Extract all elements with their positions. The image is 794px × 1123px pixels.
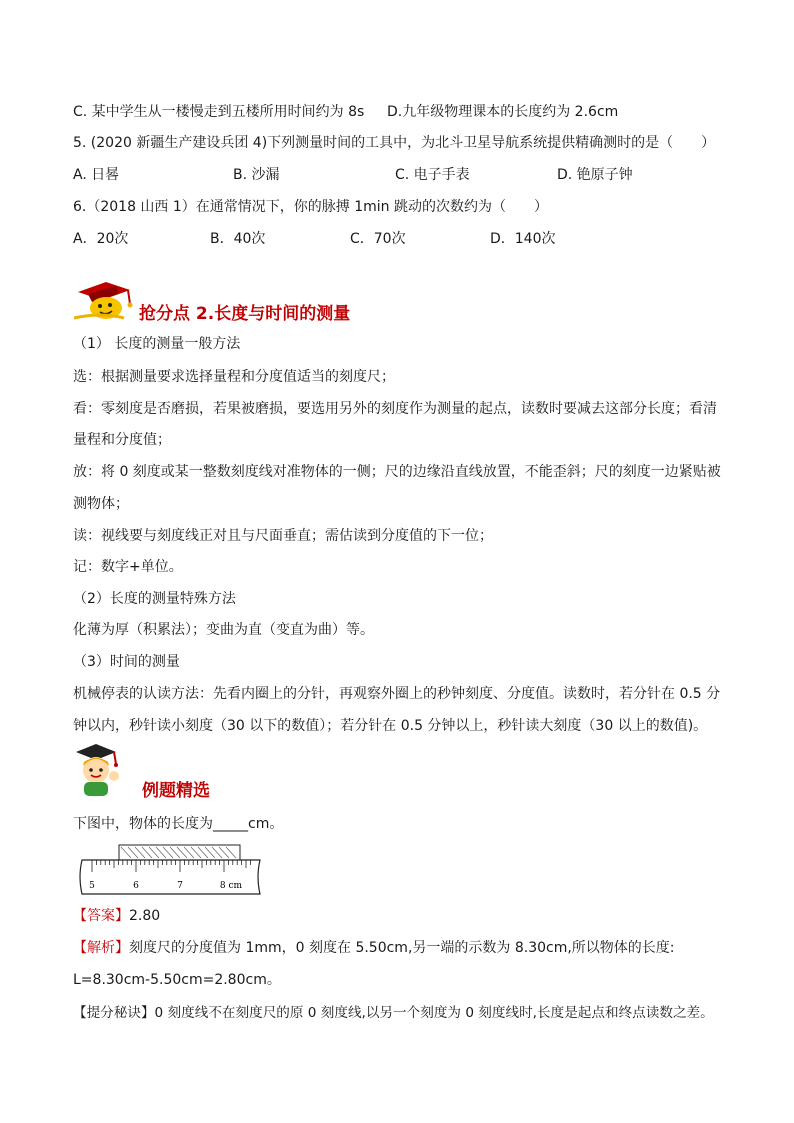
option-d-text: D.九年级物理课本的长度约为 2.6cm (387, 104, 619, 120)
section2-line-1: （1） 长度的测量一般方法 (73, 336, 241, 352)
ruler-figure (76, 842, 266, 898)
example-question: 下图中，物体的长度为_____cm。 (73, 816, 284, 832)
ruler-label-8cm: 8 cm (219, 881, 243, 891)
answer-line (73, 906, 160, 926)
student-mascot-icon (70, 742, 126, 798)
analysis-label: 【解析】 (73, 940, 129, 956)
question-6: 6.（2018 山西 1）在通常情况下，你的脉搏 1min 跳动的次数约为（ ） (73, 199, 549, 215)
graduation-mascot-icon (72, 278, 134, 322)
section2-line-9: （2）长度的测量特殊方法 (73, 591, 236, 607)
option-c-text: C. 某中学生从一楼慢走到五楼所用时间约为 8s (73, 104, 365, 120)
section2-line-10: 化薄为厚（积累法）；变曲为直（变直为曲）等。 (73, 622, 374, 638)
analysis-text: 刻度尺的分度值为 1mm，0 刻度在 5.50cm,另一端的示数为 8.30cm,所以物体的长度: (129, 940, 675, 956)
section2-line-8: 记：数字+单位。 (73, 559, 183, 575)
ruler-label-6: 6 (133, 881, 139, 891)
section2-line-5: 放：将 0 刻度或某一整数刻度线对准物体的一侧；尺的边缘沿直线放置，不能歪斜；尺的刻度一边紧贴被 (73, 464, 721, 480)
section2-line-11: （3）时间的测量 (73, 654, 180, 670)
q5-option-d: D. 铯原子钟 (557, 167, 633, 183)
formula-line: L=8.30cm-5.50cm=2.80cm。 (73, 972, 281, 988)
q6-option-c: C．70次 (350, 231, 406, 247)
q6-option-d: D．140次 (490, 231, 556, 247)
ruler-label-5: 5 (89, 881, 95, 891)
section2-line-12: 机械停表的认读方法：先看内圈上的分针，再观察外圈上的秒钟刻度、分度值。读数时，若分针在 0.5 分 (73, 686, 721, 702)
tip-line: 【提分秘诀】0 刻度线不在刻度尺的原 0 刻度线,以另一个刻度为 0 刻度线时,长度是起点和终点读数之差。 (73, 1005, 714, 1021)
q5-option-b: B. 沙漏 (233, 167, 280, 183)
section2-line-4: 量程和分度值； (73, 432, 171, 448)
section2-line-7: 读：视线要与刻度线正对且与尺面垂直；需估读到分度值的下一位； (73, 528, 493, 544)
question-5: 5. (2020 新疆生产建设兵团 4)下列测量时间的工具中，为北斗卫星导航系统提供精确测时的是（ ） (73, 135, 716, 151)
section2-line-3: 看：零刻度是否磨损，若果被磨损，要选用另外的刻度作为测量的起点，读数时要减去这部分长度；看清 (73, 401, 717, 417)
analysis-line (73, 938, 675, 958)
example-title: 例题精选 (142, 781, 210, 801)
q5-option-c: C. 电子手表 (395, 167, 470, 183)
q6-option-a: A．20次 (73, 231, 129, 247)
ruler-label-7: 7 (177, 881, 183, 891)
section2-line-13: 钟以内，秒针读小刻度（30 以下的数值）；若分针在 0.5 分钟以上，秒针读大刻度（30 以上的数值)。 (73, 718, 708, 734)
answer-value: 2.80 (129, 908, 161, 924)
q6-option-b: B．40次 (210, 231, 266, 247)
answer-label: 【答案】 (73, 908, 129, 924)
section2-line-6: 测物体； (73, 496, 129, 512)
section2-line-2: 选：根据测量要求选择量程和分度值适当的刻度尺； (73, 369, 395, 385)
section-title-length-time: 抢分点 2.长度与时间的测量 (139, 304, 351, 324)
q5-option-a: A. 日晷 (73, 167, 120, 183)
